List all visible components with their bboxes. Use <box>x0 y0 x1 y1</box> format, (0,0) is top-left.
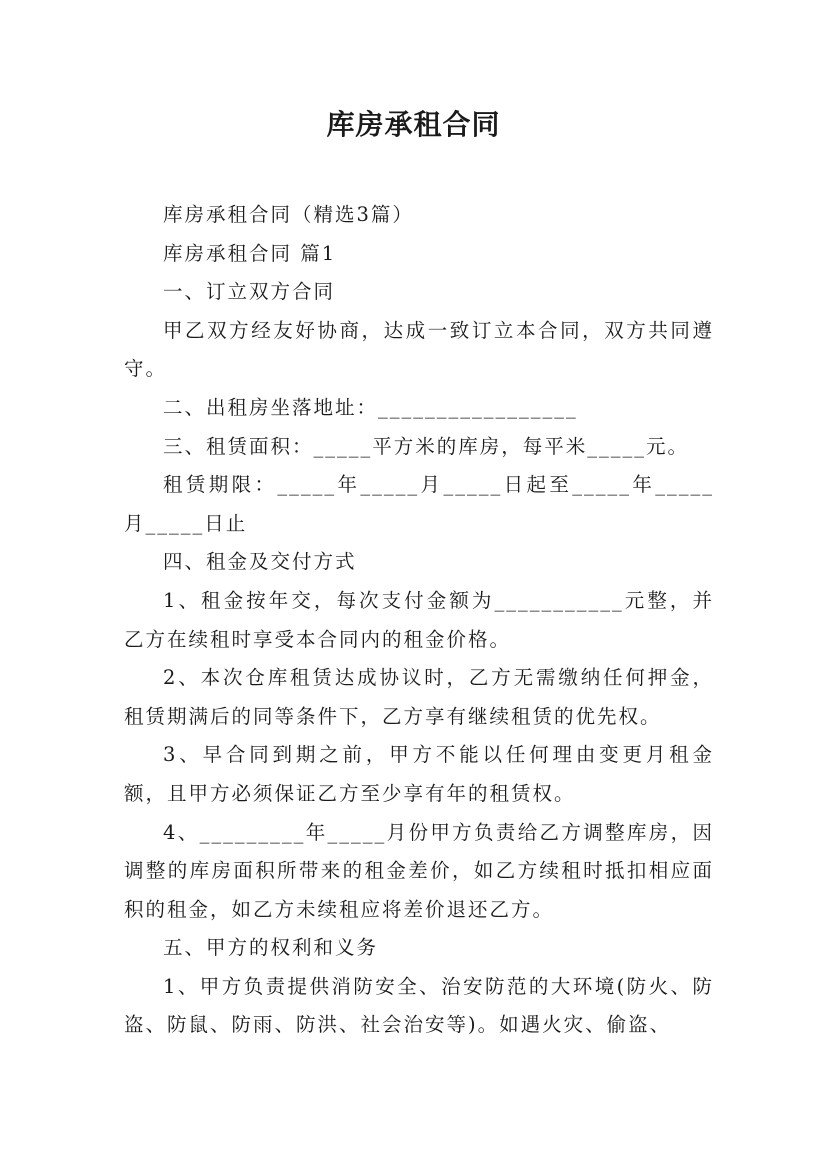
paragraph-rent-1: 1、租金按年交，每次支付金额为___________元整，并乙方在续租时享受本合同内的租金价格。 <box>124 588 714 651</box>
paragraph-heading-5: 五、甲方的权利和义务 <box>163 936 379 960</box>
paragraph-section-heading: 库房承租合同 篇1 <box>163 241 337 265</box>
paragraph-subtitle: 库房承租合同（精选3篇） <box>163 203 414 226</box>
paragraph-area: 三、租赁面积：_____平方米的库房，每平米_____元。 <box>163 434 690 458</box>
paragraph-address: 二、出租房坐落地址：_________________ <box>163 395 578 419</box>
paragraph-term: 租赁期限：_____年_____月_____日起至_____年_____月_____日止 <box>124 473 714 535</box>
document-title: 库房承租合同 <box>326 108 501 141</box>
paragraph-rent-4: 4、_________年_____月份甲方负责给乙方调整库房，因调整的库房面积所带来的租金差价，如乙方续租时抵扣相应面积的租金，如乙方未续租应将差价退还乙方。 <box>124 820 714 921</box>
paragraph-rent-2: 2、本次仓库租赁达成协议时，乙方无需缴纳任何押金，租赁期满后的同等条件下，乙方享有继续租赁的优先权。 <box>124 666 714 728</box>
paragraph-lessor-1: 1、甲方负责提供消防安全、治安防范的大环境(防火、防盗、防鼠、防雨、防洪、社会治安等)。如遇火灾、偷盗、 <box>124 974 714 1037</box>
paragraph-heading-4: 四、租金及交付方式 <box>163 550 357 574</box>
paragraph-rent-3: 3、早合同到期之前，甲方不能以任何理由变更月租金额，且甲方必须保证乙方至少享有年的租赁权。 <box>124 743 714 805</box>
paragraph-heading-1: 一、订立双方合同 <box>163 280 336 304</box>
document-body <box>124 196 714 1045</box>
paragraph-agreement: 甲乙双方经友好协商，达成一致订立本合同，双方共同遵守。 <box>124 318 714 381</box>
